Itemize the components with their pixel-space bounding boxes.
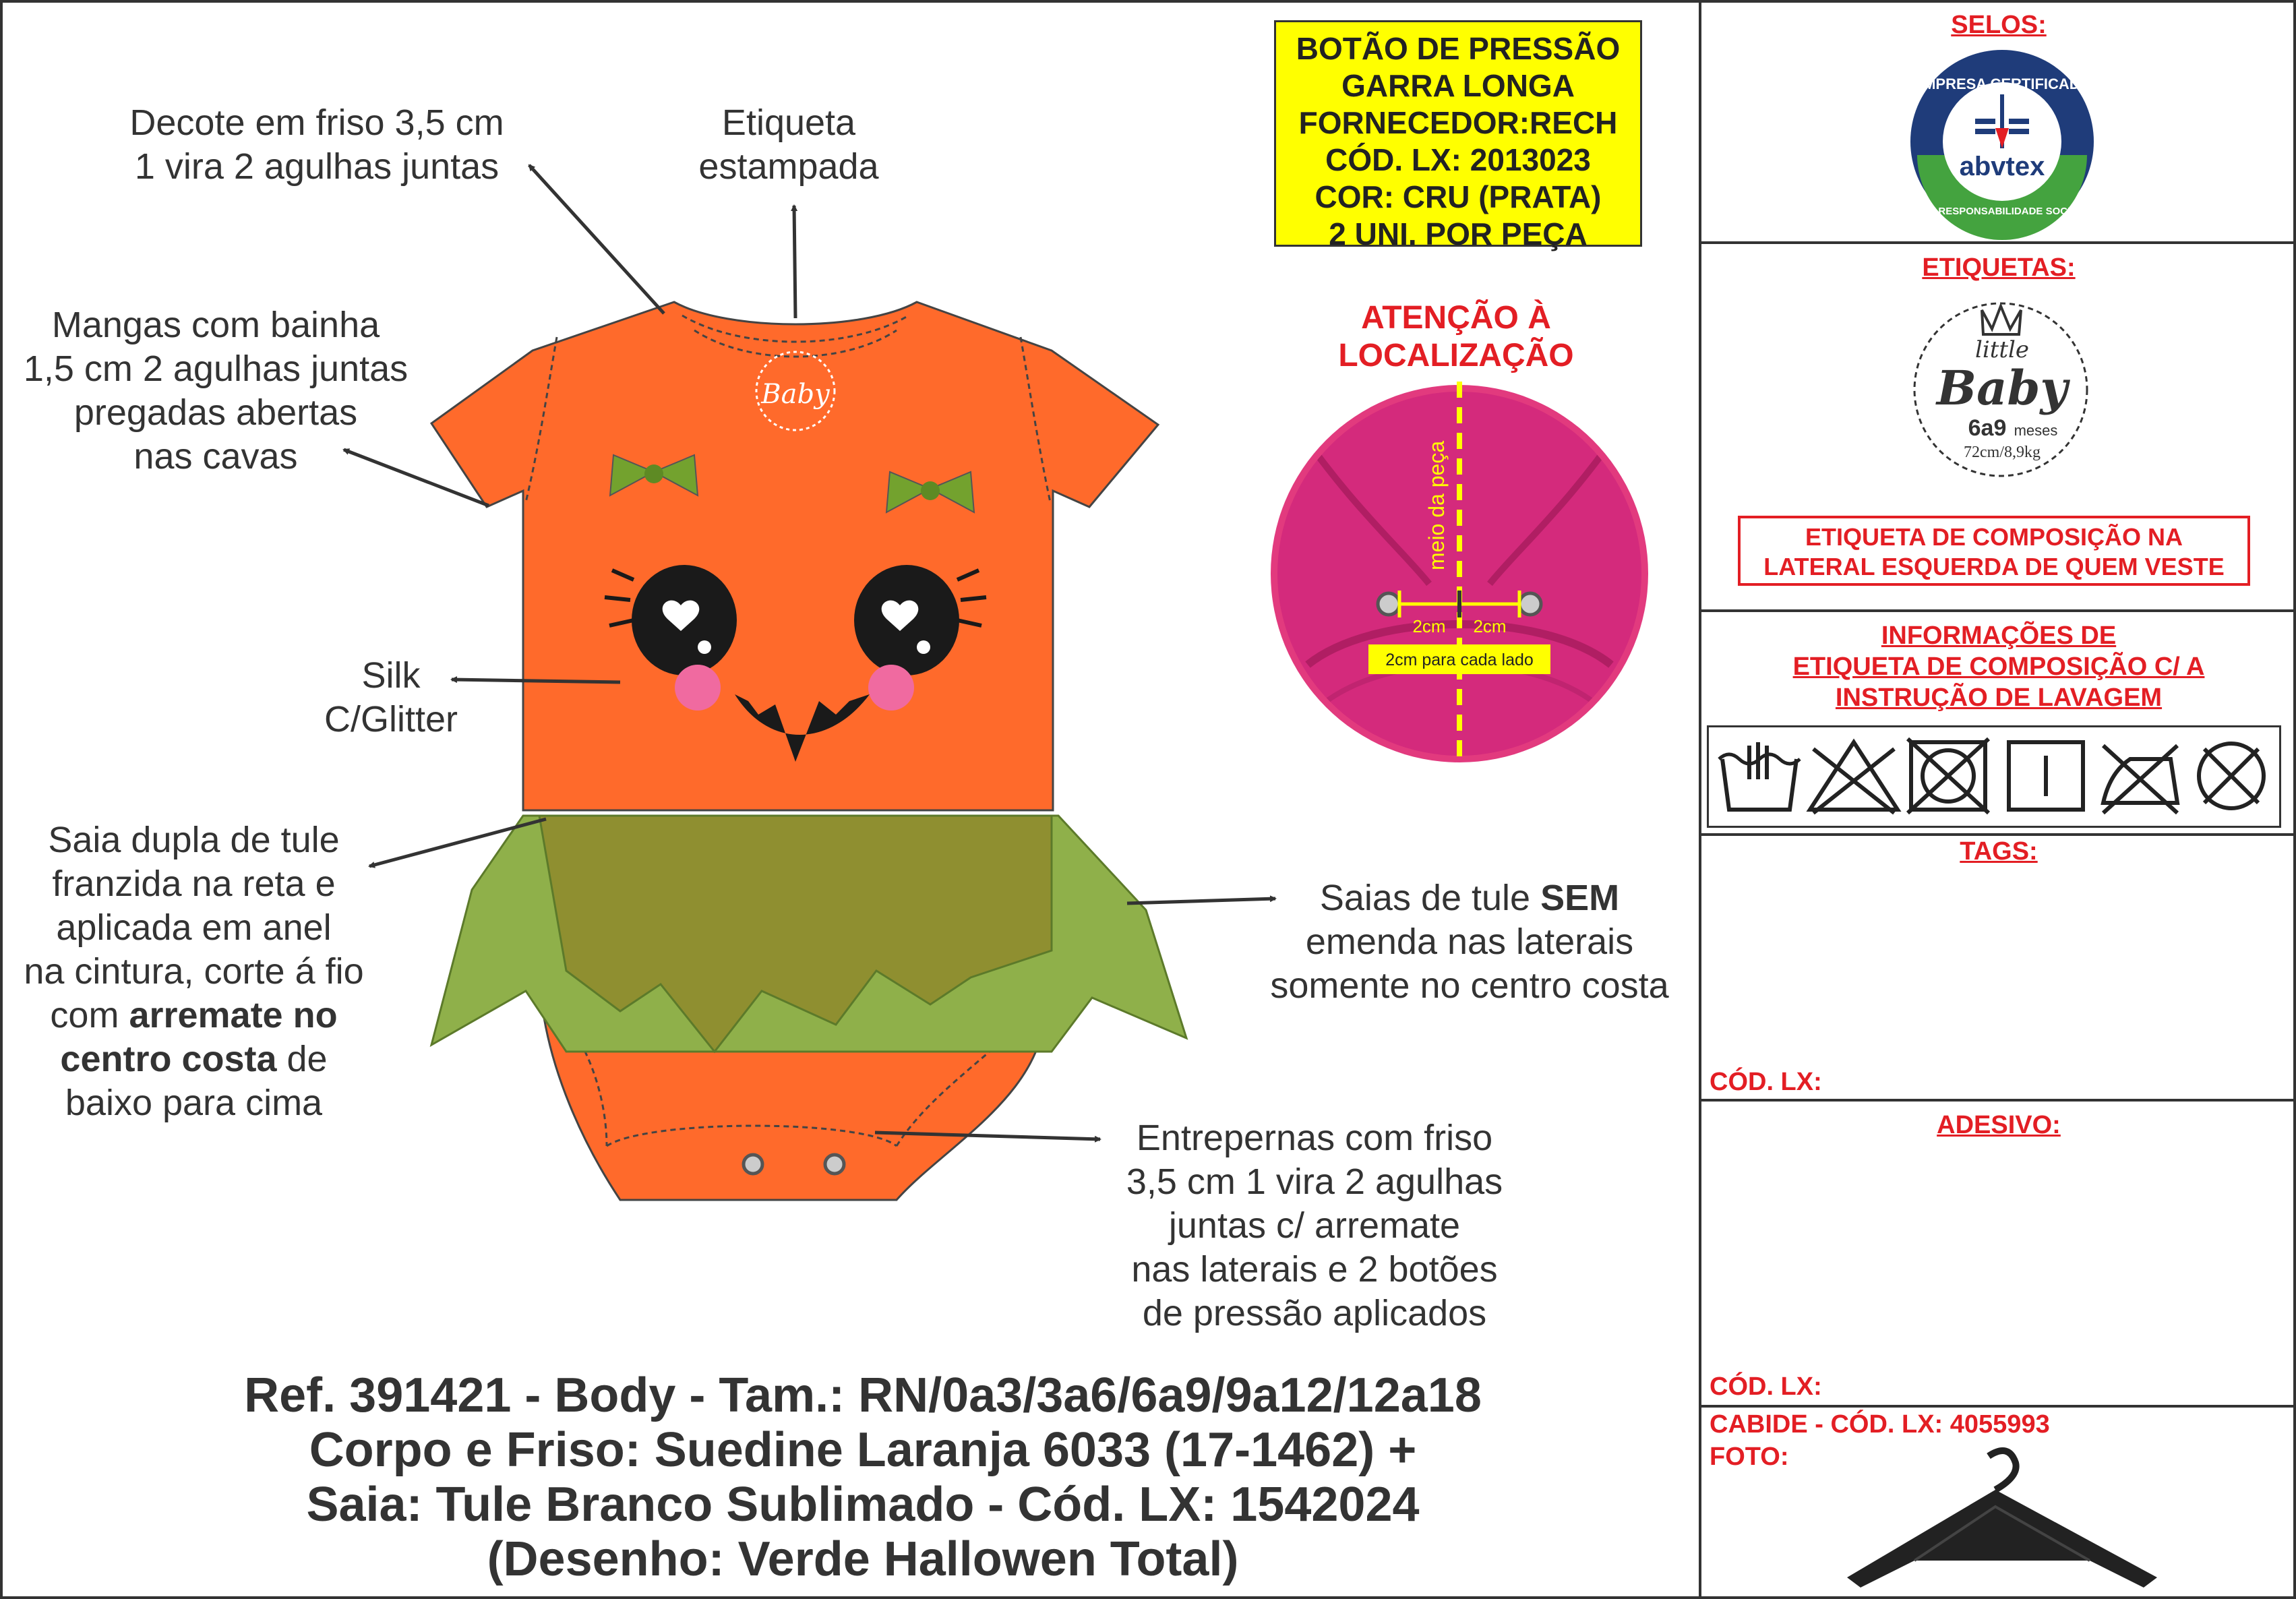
- mangas-label: [0, 303, 431, 479]
- saia-dupla-line5-bold: arremate no: [129, 995, 338, 1035]
- placement-snap-left: [1378, 593, 1399, 615]
- saias-tule-line2: emenda nas laterais: [1305, 922, 1634, 962]
- seal-brand: abvtex: [1959, 152, 2045, 181]
- spec-line3: FORNECEDOR:RECH: [1298, 105, 1618, 140]
- placement-snap-right: [1519, 593, 1541, 615]
- button-placement-detail: [1267, 382, 1652, 766]
- saias-tule-line1-bold: SEM: [1540, 878, 1620, 918]
- sidebar-divider: [1699, 0, 1701, 1599]
- entrepernas-line4: nas laterais e 2 botões: [1131, 1249, 1498, 1290]
- spec-line5: COR: CRU (PRATA): [1315, 179, 1602, 214]
- entrepernas-line1: Entrepernas com friso: [1136, 1118, 1493, 1158]
- saia-dupla-line3: aplicada em anel: [56, 907, 332, 948]
- hanger-icon: [1834, 1443, 2171, 1598]
- svg-text:Baby: Baby: [761, 379, 830, 410]
- cheek-right: [868, 665, 914, 711]
- adesivo-title: ADESIVO:: [1937, 1111, 2061, 1139]
- label-size-unit: meses: [2014, 422, 2058, 439]
- abvtex-seal-icon: [1908, 47, 2096, 236]
- seal-bottom-text: EM RESPONSABILIDADE SOCIAL: [1920, 206, 2084, 217]
- snap-button-right: [825, 1155, 844, 1174]
- attention-title: [1294, 299, 1618, 375]
- foto-label: FOTO:: [1710, 1443, 1789, 1471]
- title-line4: (Desenho: Verde Hallowen Total): [487, 1532, 1239, 1586]
- saias-tule-line3: somente no centro costa: [1270, 965, 1669, 1006]
- etiquetas-title: ETIQUETAS:: [1922, 253, 2076, 282]
- decote-label-line2: 1 vira 2 agulhas juntas: [134, 146, 500, 187]
- product-reference-title: [81, 1368, 1645, 1587]
- spec-line1: BOTÃO DE PRESSÃO: [1296, 31, 1621, 66]
- info-title-line3: INSTRUÇÃO DE LAVAGEM: [1835, 684, 2163, 712]
- attention-title-line1: ATENÇÃO À: [1361, 300, 1551, 336]
- sidebar-divider-2: [1699, 609, 2296, 612]
- selos-title: SELOS:: [1951, 11, 2047, 39]
- silk-label-line1: Silk: [361, 655, 421, 696]
- etiqueta-label-line2: estampada: [698, 146, 879, 187]
- no-iron-icon: [2103, 746, 2177, 813]
- entrepernas-label: [1092, 1116, 1537, 1335]
- tags-cod-lx: CÓD. LX:: [1710, 1068, 1822, 1096]
- placement-right-measure: 2cm: [1473, 616, 1507, 636]
- placement-left-measure: 2cm: [1412, 616, 1446, 636]
- silk-label: [283, 654, 499, 742]
- attention-title-line2: LOCALIZAÇÃO: [1338, 338, 1574, 373]
- saias-tule-line1-pre: Saias de tule: [1319, 878, 1541, 918]
- saia-dupla-line6-bold: centro costa: [60, 1039, 277, 1079]
- decote-label: [101, 101, 533, 189]
- cheek-left: [675, 665, 721, 711]
- hand-wash-icon: [1719, 742, 1800, 810]
- mangas-label-line4: nas cavas: [133, 436, 298, 477]
- etiqueta-label-line1: Etiqueta: [721, 102, 856, 143]
- saia-dupla-line7: baixo para cima: [65, 1083, 323, 1123]
- mangas-label-line2: 1,5 cm 2 agulhas juntas: [23, 349, 409, 389]
- snap-button-spec-box: [1274, 20, 1642, 251]
- mangas-label-line1: Mangas com bainha: [51, 305, 380, 345]
- sidebar-divider-4: [1699, 1099, 2296, 1102]
- placement-caption: 2cm para cada lado: [1385, 651, 1534, 669]
- info-title: [1701, 620, 2296, 713]
- composition-line2: LATERAL ESQUERDA DE QUEM VESTE: [1763, 553, 2225, 580]
- no-dry-clean-icon: [2199, 744, 2264, 808]
- tags-title: TAGS:: [1960, 837, 2038, 866]
- line-dry-icon: [2009, 742, 2083, 810]
- saia-dupla-line5: [0, 994, 388, 1037]
- saias-tule-label: [1247, 876, 1692, 1008]
- no-bleach-icon: [1810, 742, 1898, 813]
- saia-dupla-line4: na cintura, corte á fio: [24, 951, 364, 992]
- little-baby-label-icon: [1901, 290, 2103, 479]
- seal-top-text: EMPRESA CERTIFICADA: [1913, 76, 2091, 92]
- cabide-cod-lx: CABIDE - CÓD. LX: 4055993: [1710, 1410, 2050, 1439]
- sidebar-divider-5: [1699, 1405, 2296, 1408]
- composition-line1: ETIQUETA DE COMPOSIÇÃO NA: [1805, 523, 2183, 551]
- wash-icons: [1712, 732, 2278, 820]
- composition-label-box: [1738, 516, 2250, 586]
- etiqueta-label: [667, 101, 910, 189]
- saia-dupla-line6-post: de: [276, 1039, 328, 1079]
- info-title-line1: INFORMAÇÕES DE: [1881, 622, 2117, 650]
- saia-dupla-line6: [0, 1037, 388, 1081]
- entrepernas-line2: 3,5 cm 1 vira 2 agulhas: [1126, 1161, 1503, 1202]
- saias-tule-line1: [1247, 876, 1692, 920]
- saia-dupla-label: [0, 818, 388, 1125]
- silk-label-line2: C/Glitter: [324, 699, 458, 740]
- saia-dupla-line5-pre: com: [50, 995, 129, 1035]
- info-title-line2: ETIQUETA DE COMPOSIÇÃO C/ A: [1792, 653, 2205, 681]
- title-line1: Ref. 391421 - Body - Tam.: RN/0a3/3a6/6a9/9a12/12a18: [244, 1368, 1482, 1422]
- entrepernas-line3: juntas c/ arremate: [1168, 1205, 1461, 1246]
- title-line3: Saia: Tule Branco Sublimado - Cód. LX: 1542024: [306, 1478, 1420, 1532]
- snap-button-left: [744, 1155, 762, 1174]
- sidebar-divider-1: [1699, 241, 2296, 244]
- label-measures: 72cm/8,9kg: [1964, 444, 2041, 461]
- saia-dupla-line1: Saia dupla de tule: [48, 820, 340, 860]
- spec-line2: GARRA LONGA: [1341, 68, 1575, 103]
- saia-dupla-line2: franzida na reta e: [52, 864, 336, 904]
- title-line2: Corpo e Friso: Suedine Laranja 6033 (17-1462) +: [309, 1423, 1417, 1477]
- label-brand-baby: Baby: [1936, 360, 2068, 416]
- spec-line4: CÓD. LX: 2013023: [1325, 142, 1591, 177]
- decote-label-line1: Decote em friso 3,5 cm: [129, 102, 504, 143]
- label-brand-little: little: [1974, 336, 2030, 363]
- placement-center-label: meio da peça: [1424, 440, 1449, 570]
- label-size: 6a9: [1968, 415, 2007, 441]
- spec-line6: 2 UNI. POR PEÇA: [1329, 216, 1588, 251]
- no-tumble-dry-icon: [1908, 739, 1989, 813]
- mangas-label-line3: pregadas abertas: [73, 392, 358, 433]
- adesivo-cod-lx: CÓD. LX:: [1710, 1372, 1822, 1401]
- entrepernas-line5: de pressão aplicados: [1142, 1293, 1487, 1333]
